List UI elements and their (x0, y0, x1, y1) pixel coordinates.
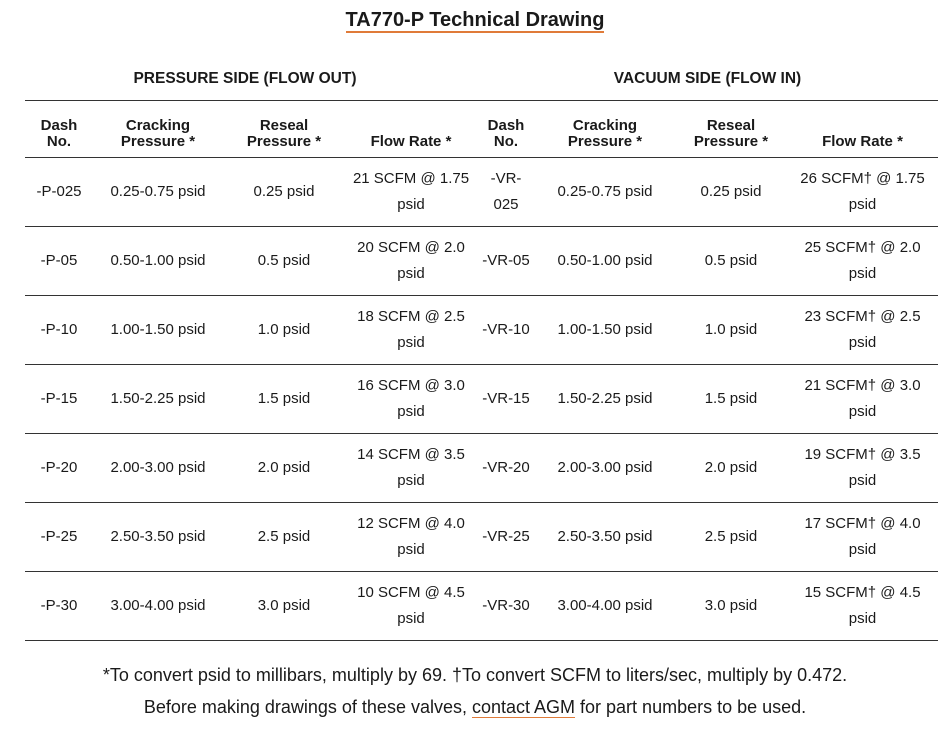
vacuum-header-flow-rate (787, 101, 938, 158)
header-line: Reseal (259, 117, 309, 134)
vacuum-dash-no-cell: -VR-25 (477, 503, 535, 572)
vacuum-dash-no-cell: -VR-30 (477, 572, 535, 641)
header-line: No. (46, 133, 72, 150)
vacuum-cracking-pressure-cell: 2.50-3.50 psid (535, 503, 675, 572)
pressure-flow-rate-cell: 14 SCFM @ 3.5 psid (345, 434, 477, 503)
vacuum-flow-rate-cell: 25 SCFM† @ 2.0 psid (787, 227, 938, 296)
pressure-flow-rate-cell: 12 SCFM @ 4.0 psid (345, 503, 477, 572)
conversion-footnote: *To convert psid to millibars, multiply by 69. †To convert SCFM to liters/sec, multiply by 0.472. (102, 665, 848, 685)
vacuum-flow-rate-cell: 23 SCFM† @ 2.5 psid (787, 296, 938, 365)
contact-text-before: Before making drawings of these valves, (143, 697, 472, 717)
header-line: Dash (487, 117, 525, 134)
table-header-row (25, 101, 938, 158)
pressure-flow-rate-cell: 18 SCFM @ 2.5 psid (345, 296, 477, 365)
pressure-dash-no-cell: -P-25 (25, 503, 93, 572)
vacuum-cracking-pressure-cell: 3.00-4.00 psid (535, 572, 675, 641)
pressure-reseal-pressure-cell: 2.5 psid (223, 503, 345, 572)
vacuum-side-heading: VACUUM SIDE (FLOW IN) (613, 70, 802, 87)
pressure-dash-no-cell: -P-05 (25, 227, 93, 296)
header-line: Flow Rate * (370, 133, 452, 150)
contact-footnote (0, 695, 950, 719)
table-row (25, 227, 938, 296)
vacuum-flow-rate-cell: 15 SCFM† @ 4.5 psid (787, 572, 938, 641)
table-row (25, 158, 938, 227)
pressure-reseal-pressure-cell: 1.0 psid (223, 296, 345, 365)
vacuum-flow-rate-cell: 21 SCFM† @ 3.0 psid (787, 365, 938, 434)
pressure-dash-no-cell: -P-10 (25, 296, 93, 365)
header-line: No. (493, 133, 519, 150)
vacuum-header-reseal-pressure (675, 101, 787, 158)
pressure-cracking-pressure-cell: 0.50-1.00 psid (93, 227, 223, 296)
pressure-dash-no-cell: -P-30 (25, 572, 93, 641)
table-row (25, 365, 938, 434)
header-line: Pressure * (120, 133, 196, 150)
vacuum-dash-no-cell: -VR-15 (477, 365, 535, 434)
vacuum-reseal-pressure-cell: 0.25 psid (675, 158, 787, 227)
header-line: Cracking (125, 117, 191, 134)
pressure-cracking-pressure-cell: 2.50-3.50 psid (93, 503, 223, 572)
pressure-reseal-pressure-cell: 2.0 psid (223, 434, 345, 503)
pressure-flow-rate-cell: 21 SCFM @ 1.75 psid (345, 158, 477, 227)
vacuum-dash-no-cell: -VR-025 (477, 158, 535, 227)
table-row (25, 572, 938, 641)
pressure-reseal-pressure-cell: 1.5 psid (223, 365, 345, 434)
pressure-dash-no-cell: -P-20 (25, 434, 93, 503)
pressure-reseal-pressure-cell: 0.25 psid (223, 158, 345, 227)
pressure-cracking-pressure-cell: 1.50-2.25 psid (93, 365, 223, 434)
header-line: Pressure * (246, 133, 322, 150)
contact-text-after: for part numbers to be used. (575, 697, 807, 717)
header-line: Dash (40, 117, 78, 134)
vacuum-dash-no-cell: -VR-05 (477, 227, 535, 296)
pressure-flow-rate-cell: 10 SCFM @ 4.5 psid (345, 572, 477, 641)
pressure-cracking-pressure-cell: 2.00-3.00 psid (93, 434, 223, 503)
vacuum-header-cracking-pressure (535, 101, 675, 158)
vacuum-reseal-pressure-cell: 1.0 psid (675, 296, 787, 365)
pressure-dash-no-cell: -P-15 (25, 365, 93, 434)
vacuum-header-dash-no (477, 101, 535, 158)
pressure-reseal-pressure-cell: 0.5 psid (223, 227, 345, 296)
vacuum-cracking-pressure-cell: 2.00-3.00 psid (535, 434, 675, 503)
header-line: Flow Rate * (822, 133, 903, 150)
title-text: TA770-P Technical Drawing (345, 9, 605, 31)
vacuum-reseal-pressure-cell: 3.0 psid (675, 572, 787, 641)
pressure-cracking-pressure-cell: 0.25-0.75 psid (93, 158, 223, 227)
pressure-side-heading: PRESSURE SIDE (FLOW OUT) (133, 70, 357, 87)
pressure-reseal-pressure-cell: 3.0 psid (223, 572, 345, 641)
vacuum-reseal-pressure-cell: 1.5 psid (675, 365, 787, 434)
pressure-flow-rate-cell: 20 SCFM @ 2.0 psid (345, 227, 477, 296)
spec-table (25, 100, 938, 641)
table-row (25, 503, 938, 572)
header-line: Cracking (572, 117, 638, 134)
vacuum-reseal-pressure-cell: 2.5 psid (675, 503, 787, 572)
table-row (25, 434, 938, 503)
header-line: Pressure * (567, 133, 643, 150)
page-title (0, 6, 950, 34)
table-body (25, 158, 938, 641)
vacuum-reseal-pressure-cell: 2.0 psid (675, 434, 787, 503)
pressure-dash-no-cell: -P-025 (25, 158, 93, 227)
header-line: Reseal (706, 117, 756, 134)
table-row (25, 296, 938, 365)
vacuum-flow-rate-cell: 26 SCFM† @ 1.75 psid (787, 158, 938, 227)
pressure-header-cracking-pressure (93, 101, 223, 158)
vacuum-flow-rate-cell: 17 SCFM† @ 4.0 psid (787, 503, 938, 572)
pressure-header-dash-no (25, 101, 93, 158)
pressure-cracking-pressure-cell: 1.00-1.50 psid (93, 296, 223, 365)
pressure-cracking-pressure-cell: 3.00-4.00 psid (93, 572, 223, 641)
vacuum-cracking-pressure-cell: 0.25-0.75 psid (535, 158, 675, 227)
vacuum-dash-no-cell: -VR-20 (477, 434, 535, 503)
contact-agm-link[interactable]: contact AGM (471, 697, 576, 717)
vacuum-cracking-pressure-cell: 1.00-1.50 psid (535, 296, 675, 365)
vacuum-flow-rate-cell: 19 SCFM† @ 3.5 psid (787, 434, 938, 503)
pressure-flow-rate-cell: 16 SCFM @ 3.0 psid (345, 365, 477, 434)
pressure-header-flow-rate (345, 101, 477, 158)
pressure-header-reseal-pressure (223, 101, 345, 158)
vacuum-dash-no-cell: -VR-10 (477, 296, 535, 365)
header-line: Pressure * (693, 133, 769, 150)
vacuum-reseal-pressure-cell: 0.5 psid (675, 227, 787, 296)
vacuum-cracking-pressure-cell: 0.50-1.00 psid (535, 227, 675, 296)
vacuum-cracking-pressure-cell: 1.50-2.25 psid (535, 365, 675, 434)
